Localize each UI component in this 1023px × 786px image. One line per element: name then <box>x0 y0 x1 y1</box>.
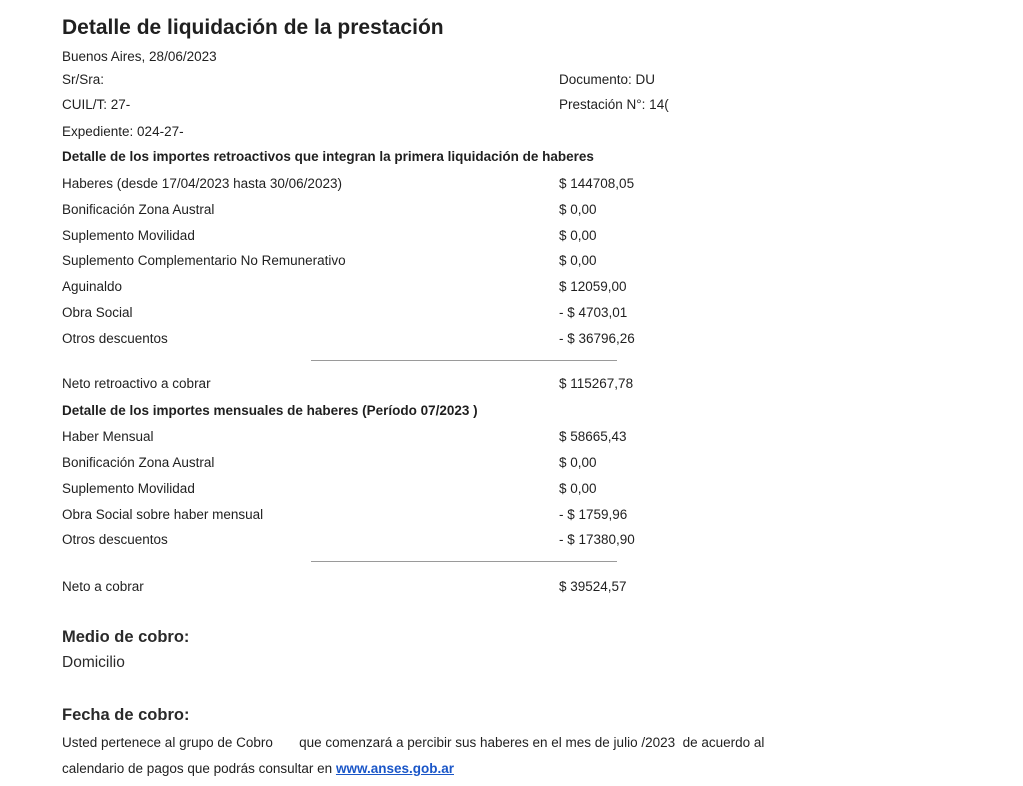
expediente-label: Expediente: 024-27- <box>62 124 184 139</box>
page-title: Detalle de liquidación de la prestación <box>62 16 444 39</box>
retro-row-label: Aguinaldo <box>62 279 123 294</box>
retro-row-amount: $ 0,00 <box>559 253 597 268</box>
prestacion-label: Prestación N°: 14( <box>559 97 669 112</box>
medio-value: Domicilio <box>62 654 125 671</box>
retro-row-amount: $ 12059,00 <box>559 279 627 294</box>
fecha-text-line1: Usted pertenece al grupo de Cobro que comenzará a percibir sus haberes en el mes de julio /2023 de acuerdo al <box>62 735 765 750</box>
retro-heading: Detalle de los importes retroactivos que integran la primera liquidación de haberes <box>62 149 594 164</box>
monthly-row-amount: - $ 17380,90 <box>559 532 635 547</box>
monthly-row-amount: - $ 1759,96 <box>559 507 628 522</box>
cuil-label: CUIL/T: 27- <box>62 97 131 112</box>
retro-row-label: Otros descuentos <box>62 331 168 346</box>
monthly-row-amount: $ 0,00 <box>559 455 597 470</box>
monthly-heading: Detalle de los importes mensuales de haberes (Período 07/2023 ) <box>62 403 478 418</box>
monthly-row-amount: $ 0,00 <box>559 481 597 496</box>
retro-row-label: Suplemento Movilidad <box>62 228 195 243</box>
place-date: Buenos Aires, 28/06/2023 <box>62 49 217 64</box>
monthly-row-label: Suplemento Movilidad <box>62 481 195 496</box>
retro-row-label: Obra Social <box>62 305 133 320</box>
monthly-total-amount: $ 39524,57 <box>559 579 627 594</box>
retro-total-label: Neto retroactivo a cobrar <box>62 376 211 391</box>
retro-row-label: Suplemento Complementario No Remunerativo <box>62 253 346 268</box>
retro-row-amount: - $ 36796,26 <box>559 331 635 346</box>
retro-row-amount: - $ 4703,01 <box>559 305 628 320</box>
retro-total-amount: $ 115267,78 <box>559 376 634 391</box>
monthly-row-label: Bonificación Zona Austral <box>62 455 215 470</box>
medio-heading: Medio de cobro: <box>62 628 190 646</box>
monthly-row-label: Otros descuentos <box>62 532 168 547</box>
sr-sra-label: Sr/Sra: <box>62 72 105 87</box>
retro-row-label: Haberes (desde 17/04/2023 hasta 30/06/2023) <box>62 176 342 191</box>
retro-total-divider <box>311 360 617 361</box>
fecha-text-line2-prefix: calendario de pagos que podrás consultar en <box>62 761 336 776</box>
monthly-row-label: Haber Mensual <box>62 429 154 444</box>
retro-row-amount: $ 0,00 <box>559 228 597 243</box>
documento-label: Documento: DU <box>559 72 656 87</box>
monthly-total-divider <box>311 561 617 562</box>
retro-row-amount: $ 144708,05 <box>559 176 635 191</box>
fecha-text-line2 <box>62 761 454 776</box>
monthly-row-amount: $ 58665,43 <box>559 429 627 444</box>
retro-row-label: Bonificación Zona Austral <box>62 202 215 217</box>
anses-link[interactable]: www.anses.gob.ar <box>335 761 454 776</box>
fecha-heading: Fecha de cobro: <box>62 706 190 724</box>
monthly-row-label: Obra Social sobre haber mensual <box>62 507 264 522</box>
retro-row-amount: $ 0,00 <box>559 202 597 217</box>
monthly-total-label: Neto a cobrar <box>62 579 144 594</box>
